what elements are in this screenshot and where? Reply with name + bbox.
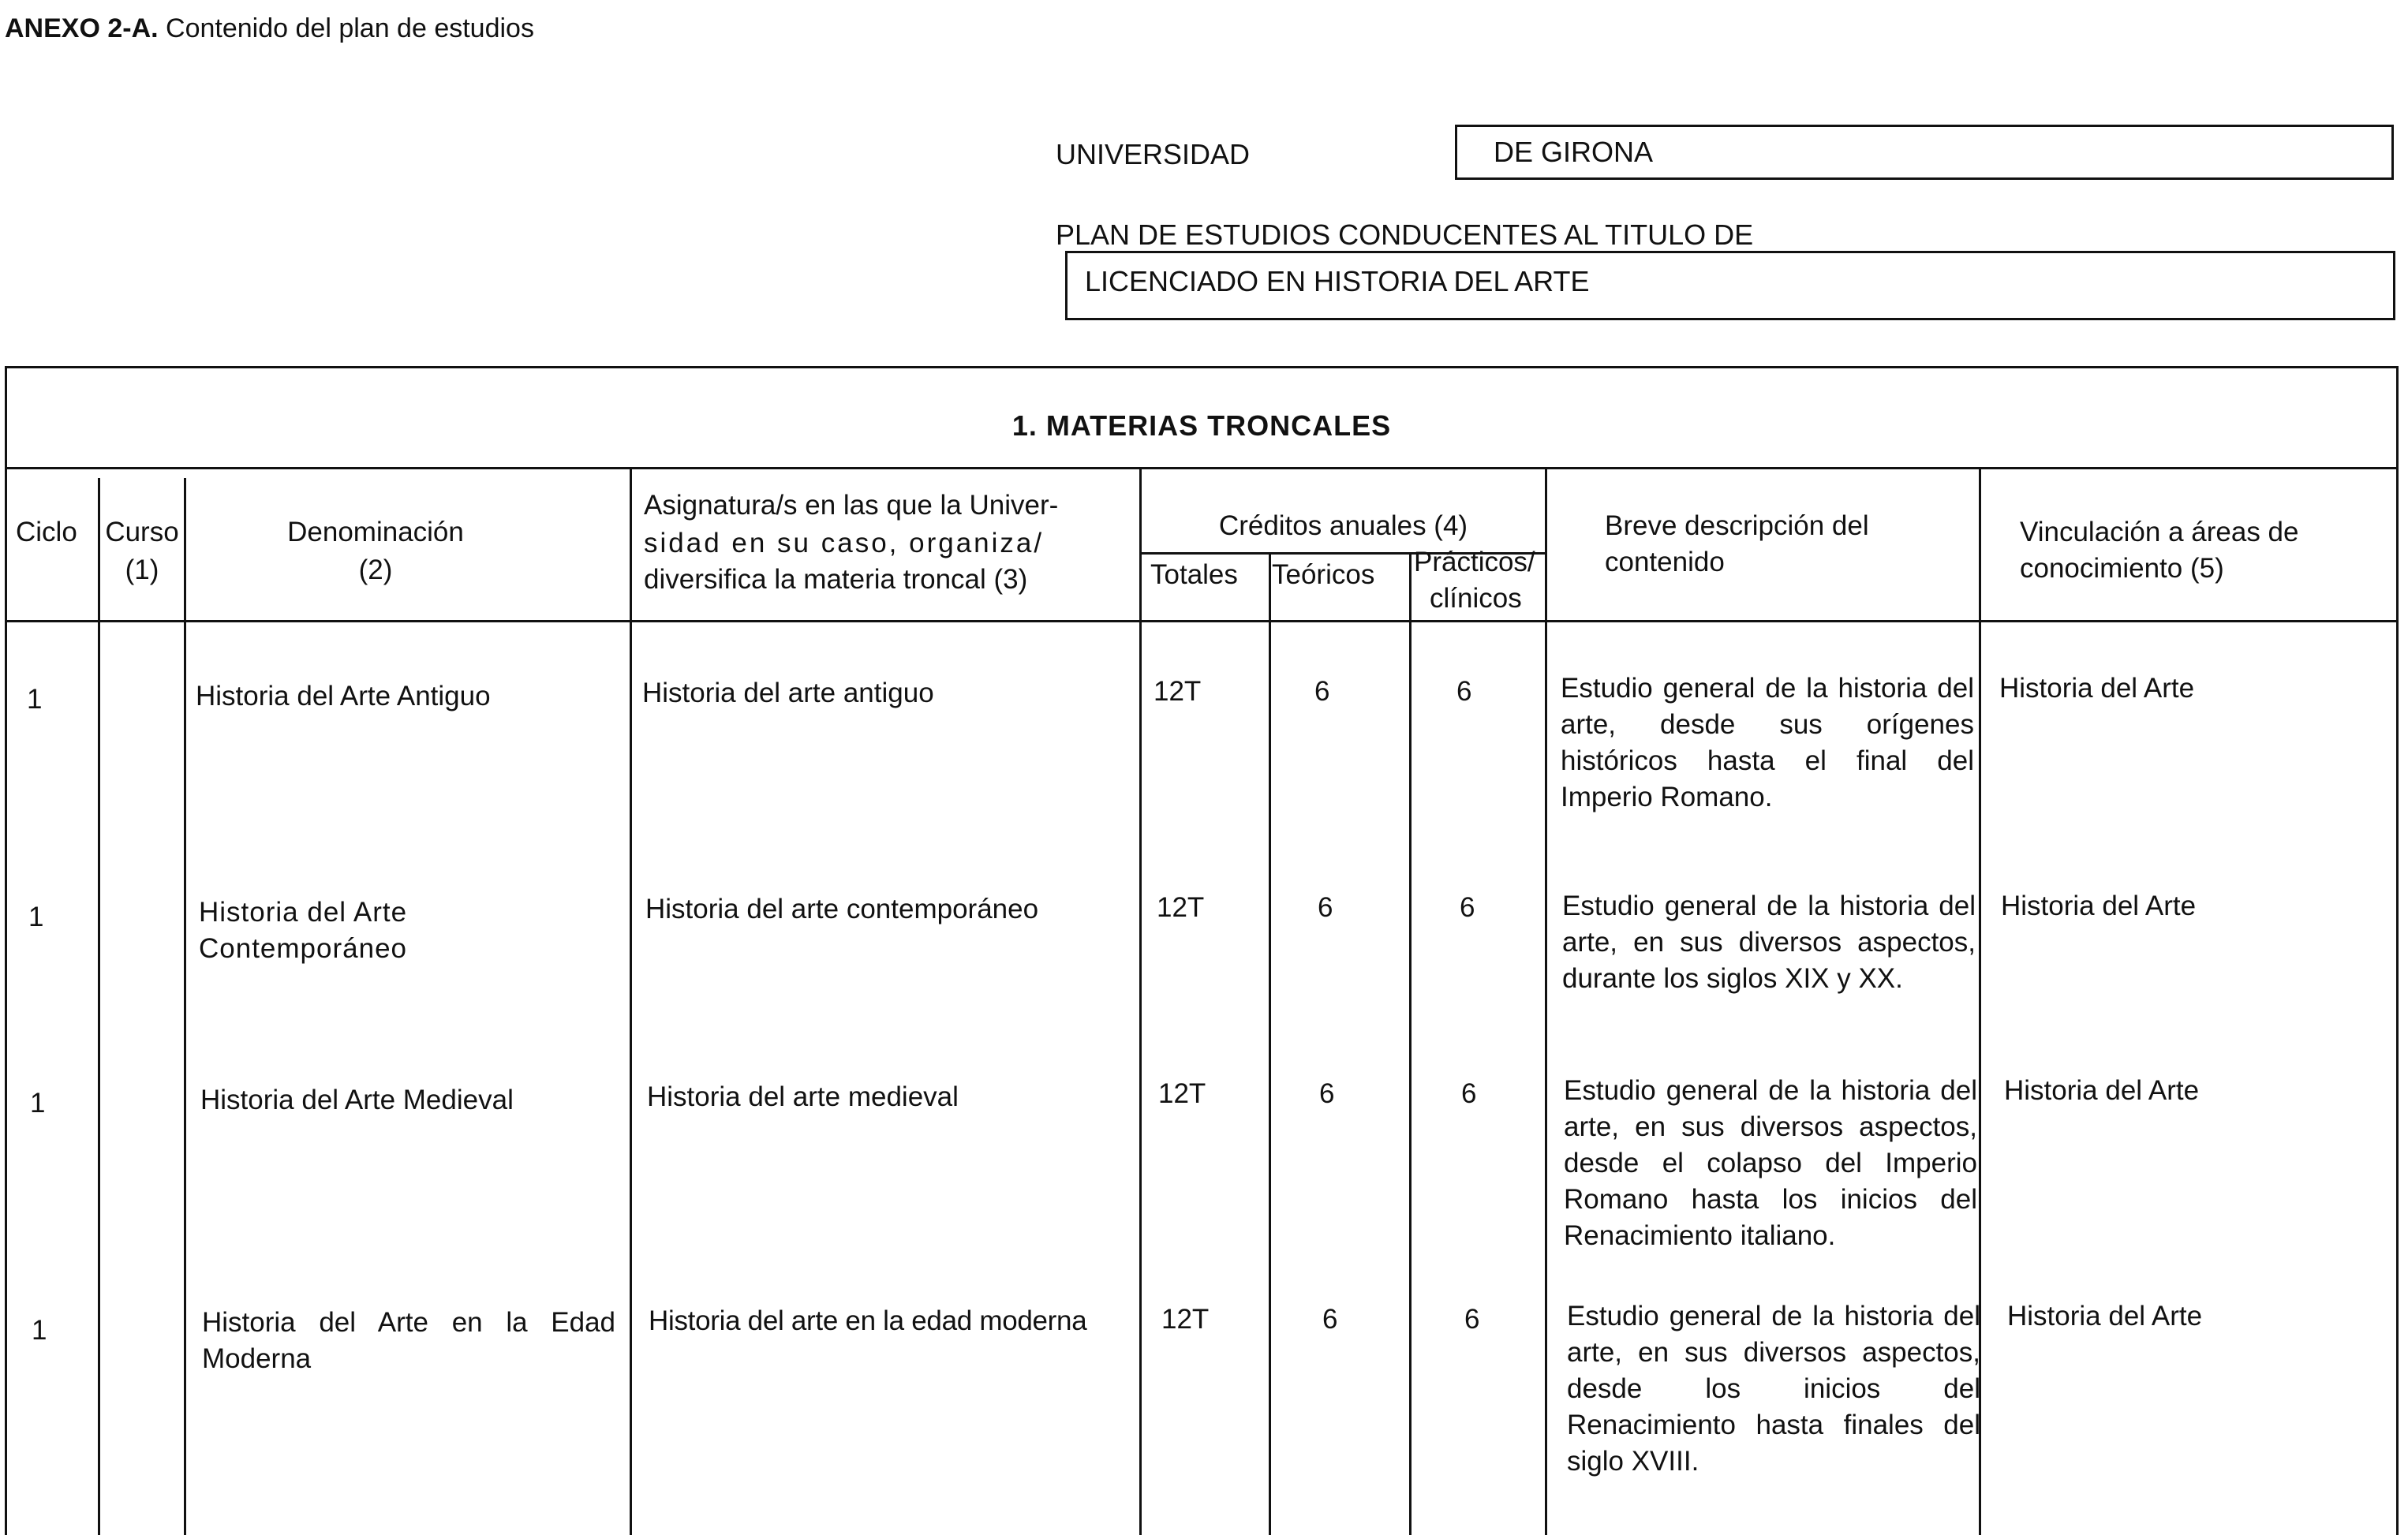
row-descripcion: Estudio general de la historia del arte, en sus diversos aspectos, durante los siglos XIX y XX. — [1562, 891, 1976, 994]
header-denominacion-note: (2) — [358, 555, 393, 585]
annex-heading-label: ANEXO 2-A. — [5, 13, 159, 43]
row-teoricos: 6 — [1314, 676, 1330, 707]
row-vinculacion: Historia del Arte — [1999, 673, 2195, 704]
row-totales: 12T — [1154, 676, 1202, 707]
row-denominacion: Historia del Arte Contemporáneo — [199, 897, 408, 964]
header-denominacion: Denominación — [287, 517, 464, 547]
table-divider-header — [5, 620, 2399, 622]
row-practicos: 6 — [1456, 676, 1472, 707]
row-ciclo: 1 — [28, 902, 44, 932]
row-descripcion: Estudio general de la historia del arte, desde sus orígenes históricos hasta el final del Imperio Romano. — [1561, 673, 1974, 812]
row-practicos: 6 — [1460, 892, 1475, 923]
header-totales: Totales — [1150, 559, 1238, 590]
row-ciclo: 1 — [30, 1088, 46, 1119]
section-title: 1. MATERIAS TRONCALES — [1011, 409, 1392, 442]
header-descripcion-line1: Breve descripción del — [1605, 510, 1869, 541]
column-divider — [98, 478, 100, 1535]
header-teoricos: Teóricos — [1272, 559, 1375, 590]
header-descripcion-line2: contenido — [1605, 547, 1725, 577]
header-asignatura-line1: Asignatura/s en las que la Univer- — [644, 490, 1059, 521]
column-divider — [1545, 467, 1547, 1535]
header-asignatura-line2: sidad en su caso, organiza/ — [644, 528, 1045, 558]
header-practicos-line2: clínicos — [1430, 583, 1522, 614]
row-vinculacion: Historia del Arte — [2004, 1075, 2200, 1106]
row-teoricos: 6 — [1319, 1078, 1335, 1109]
row-denominacion: Historia del Arte Antiguo — [196, 681, 491, 711]
row-vinculacion: Historia del Arte — [2007, 1301, 2203, 1331]
row-ciclo: 1 — [32, 1315, 47, 1346]
row-asignatura: Historia del arte en la edad moderna — [649, 1305, 1087, 1336]
row-denominacion: Historia del Arte Medieval — [200, 1085, 514, 1115]
header-creditos: Créditos anuales (4) — [1218, 510, 1468, 541]
row-descripcion: Estudio general de la historia del arte, en sus diversos aspectos, desde el colapso del Imperio Romano hasta los inicios del Renacimiento italiano. — [1564, 1075, 1977, 1251]
row-totales: 12T — [1161, 1304, 1210, 1335]
row-asignatura: Historia del arte antiguo — [642, 678, 934, 708]
header-asignatura-line3: diversifica la materia troncal (3) — [644, 564, 1028, 595]
header-vinculacion-line2: conocimiento (5) — [2020, 553, 2224, 584]
row-totales: 12T — [1157, 892, 1205, 923]
table-divider-title — [5, 467, 2399, 469]
university-field: DE GIRONA — [1455, 125, 2394, 180]
header-curso: Curso — [105, 517, 179, 547]
header-practicos-line1: Prácticos/ — [1414, 547, 1535, 577]
row-asignatura: Historia del arte contemporáneo — [645, 894, 1039, 924]
degree-title-field: LICENCIADO EN HISTORIA DEL ARTE — [1065, 251, 2395, 320]
column-divider — [1269, 552, 1271, 1535]
university-label: UNIVERSIDAD — [1056, 138, 1251, 170]
row-descripcion: Estudio general de la historia del arte, en sus diversos aspectos, desde los inicios del Renacimiento hasta finales del siglo XVIII. — [1567, 1301, 1980, 1477]
annex-heading-text: Contenido del plan de estudios — [166, 13, 534, 43]
row-asignatura: Historia del arte medieval — [647, 1081, 959, 1112]
annex-heading — [5, 11, 534, 46]
row-practicos: 6 — [1461, 1078, 1477, 1109]
column-divider — [630, 467, 632, 1535]
column-divider — [1139, 467, 1142, 1535]
header-curso-note: (1) — [125, 555, 159, 585]
row-practicos: 6 — [1464, 1304, 1480, 1335]
row-denominacion: Historia del Arte en la Edad Moderna — [202, 1307, 615, 1374]
row-totales: 12T — [1158, 1078, 1206, 1109]
row-vinculacion: Historia del Arte — [2001, 891, 2197, 921]
row-teoricos: 6 — [1322, 1304, 1338, 1335]
header-ciclo: Ciclo — [16, 517, 77, 547]
degree-plan-label: PLAN DE ESTUDIOS CONDUCENTES AL TITULO DE — [1056, 218, 1754, 251]
header-vinculacion-line1: Vinculación a áreas de — [2020, 517, 2299, 547]
column-divider — [184, 478, 186, 1535]
row-ciclo: 1 — [27, 684, 43, 715]
row-teoricos: 6 — [1318, 892, 1333, 923]
column-divider — [1409, 552, 1412, 1535]
